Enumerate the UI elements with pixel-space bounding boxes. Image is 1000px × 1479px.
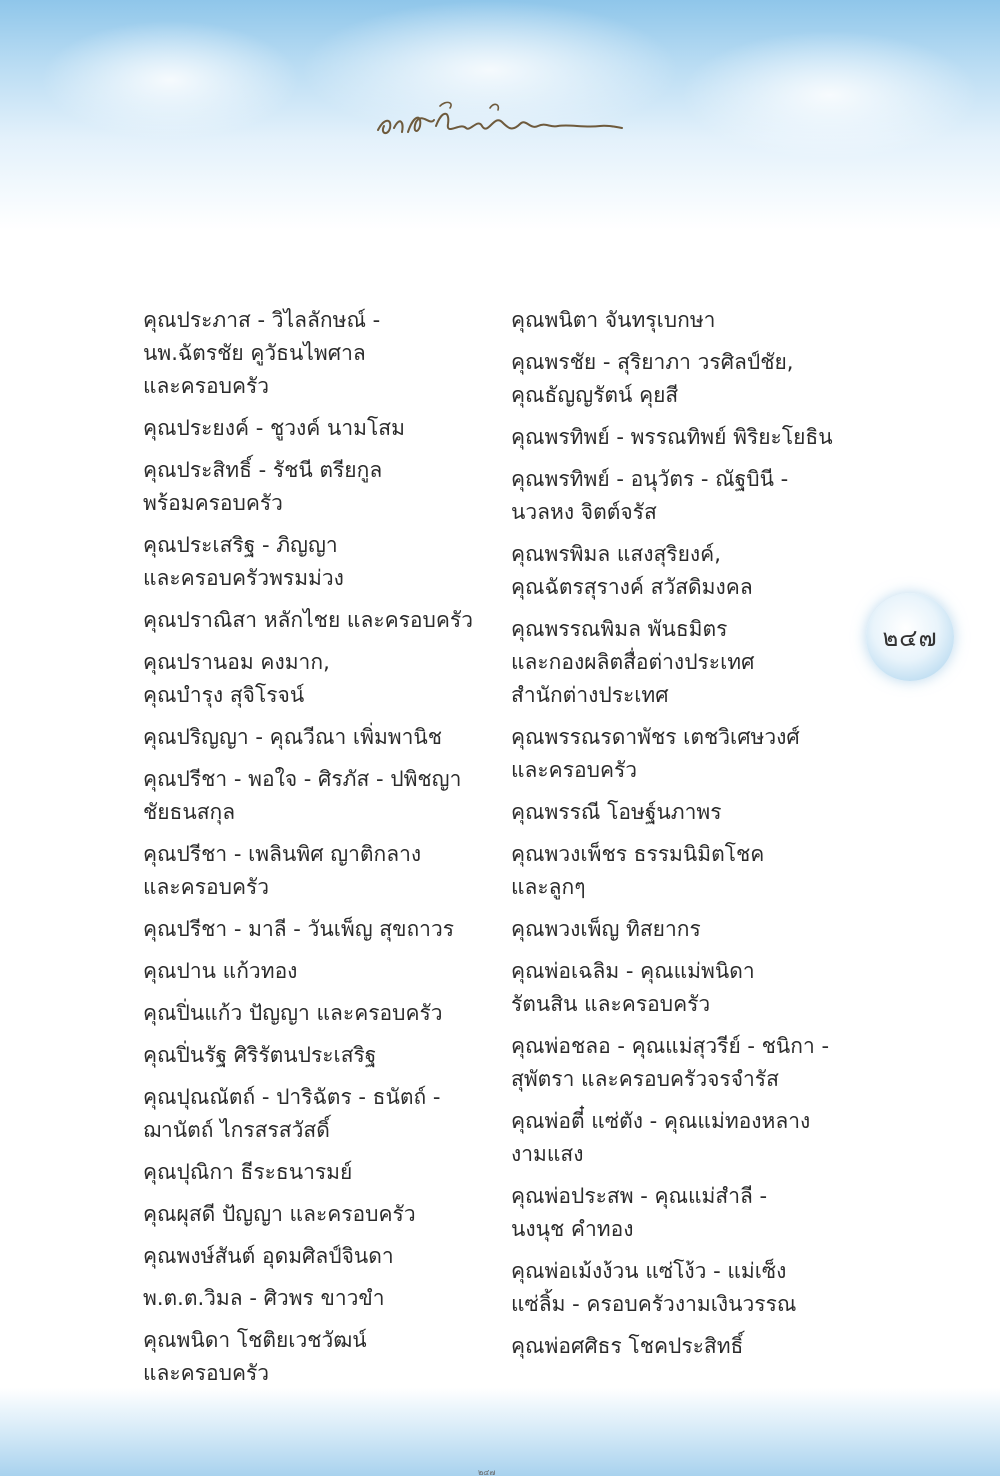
name-entry-line: พ.ต.ต.วิมล - ศิวพร ขาวขำ bbox=[143, 1286, 385, 1310]
name-entry-line: คุณพรพิมล แสงสุริยงค์, bbox=[511, 542, 721, 566]
name-entry bbox=[143, 763, 503, 829]
name-entry-line: คุณธัญญรัตน์ คุยสี bbox=[511, 383, 679, 407]
name-entry bbox=[511, 838, 871, 904]
left-name-column bbox=[143, 304, 503, 1399]
name-entry-line: แซ่ลิ้ม - ครอบครัวงามเงินวรรณ bbox=[511, 1292, 797, 1316]
name-entry bbox=[143, 1081, 503, 1147]
name-entry-line: พร้อมครอบครัว bbox=[143, 491, 283, 515]
name-entry bbox=[511, 955, 871, 1021]
name-entry bbox=[143, 997, 503, 1030]
name-entry bbox=[143, 1039, 503, 1072]
name-entry-line: คุณพวงเพ็ญ ทิสยากร bbox=[511, 917, 701, 941]
name-entry-line: คุณพรทิพย์ - พรรณทิพย์ พิริยะโยธิน bbox=[511, 425, 833, 449]
name-entry-line: นพ.ฉัตรชัย คูวัธนไพศาล bbox=[143, 341, 366, 365]
name-entry-line: คุณพ่อเฉลิม - คุณแม่พนิดา bbox=[511, 959, 755, 983]
name-entry bbox=[511, 421, 871, 454]
name-entry-line: คุณปุณณัตถ์ - ปาริฉัตร - ธนัตถ์ - bbox=[143, 1085, 441, 1109]
name-entry bbox=[143, 1282, 503, 1315]
cloud-decoration bbox=[40, 20, 300, 140]
name-entry-line: และครอบครัว bbox=[511, 758, 638, 782]
name-entry bbox=[143, 838, 503, 904]
name-entry-line: คุณประยงค์ - ชูวงค์ นามโสม bbox=[143, 416, 405, 440]
name-entry bbox=[511, 1105, 871, 1171]
name-entry bbox=[143, 721, 503, 754]
name-entry-line: คุณปริญญา - คุณวีณา เพิ่มพานิช bbox=[143, 725, 443, 749]
name-entry-line: คุณปราณิสา หลักไชย และครอบครัว bbox=[143, 608, 473, 632]
name-entry bbox=[143, 913, 503, 946]
name-entry bbox=[511, 538, 871, 604]
name-entry-line: คุณพรทิพย์ - อนุวัตร - ณัฐบินี - bbox=[511, 467, 789, 491]
name-entry-line: คุณพนิดา โชติยเวชวัฒน์ bbox=[143, 1328, 367, 1352]
royal-signature-image bbox=[370, 92, 630, 152]
name-entry bbox=[143, 304, 503, 403]
name-entry-line: และครอบครัว bbox=[143, 875, 270, 899]
name-entry-line: คุณปรีชา - เพลินพิศ ญาติกลาง bbox=[143, 842, 422, 866]
name-entry-line: คุณประเสริฐ - ภิญญา bbox=[143, 533, 338, 557]
name-entry-line: และครอบครัวพรมม่วง bbox=[143, 566, 344, 590]
name-entry-line: นวลหง จิตต์จรัส bbox=[511, 500, 657, 524]
name-entry-line: คุณประภาส - วิไลลักษณ์ - bbox=[143, 308, 381, 332]
name-entry bbox=[143, 1240, 503, 1273]
name-entry bbox=[143, 955, 503, 988]
name-entry-line: คุณปิ่นรัฐ ศิริรัตนประเสริฐ bbox=[143, 1043, 377, 1067]
name-entry-line: คุณพรรณี โอษฐ์นภาพร bbox=[511, 800, 722, 824]
name-entry bbox=[143, 604, 503, 637]
name-entry bbox=[143, 1156, 503, 1189]
name-entry-line: สุพัตรา และครอบครัวจรจำรัส bbox=[511, 1067, 779, 1091]
name-entry-line: คุณปรานอม คงมาก, bbox=[143, 650, 330, 674]
name-entry-line: คุณพ่อชลอ - คุณแม่สุวรีย์ - ชนิกา - bbox=[511, 1034, 830, 1058]
name-entry bbox=[143, 529, 503, 595]
name-entry-line: คุณปิ่นแก้ว ปัญญา และครอบครัว bbox=[143, 1001, 443, 1025]
name-entry bbox=[511, 913, 871, 946]
name-entry-line: คุณพรรณรดาพัชร เตชวิเศษวงศ์ bbox=[511, 725, 800, 749]
name-entry-line: สำนักต่างประเทศ bbox=[511, 683, 669, 707]
name-entry-line: คุณฉัตรสุรางค์ สวัสดิมงคล bbox=[511, 575, 753, 599]
name-entry bbox=[143, 412, 503, 445]
name-entry-line: งามแสง bbox=[511, 1142, 584, 1166]
name-entry-line: และครอบครัว bbox=[143, 1361, 270, 1385]
name-entry bbox=[511, 1180, 871, 1246]
name-entry bbox=[511, 346, 871, 412]
name-entry-line: คุณปรีชา - พอใจ - ศิรภัส - ปพิชญา bbox=[143, 767, 462, 791]
name-entry-line: คุณปาน แก้วทอง bbox=[143, 959, 298, 983]
page-number: ๒๔๗ bbox=[882, 623, 938, 652]
name-entry bbox=[143, 1324, 503, 1390]
name-entry-line: นงนุช คำทอง bbox=[511, 1217, 634, 1241]
footer-page-number: ๒๔๗ bbox=[478, 1468, 496, 1477]
name-entry bbox=[511, 721, 871, 787]
name-entry bbox=[511, 1255, 871, 1321]
name-entry-line: คุณบำรุง สุจิโรจน์ bbox=[143, 683, 305, 707]
name-entry-line: คุณพ่อศศิธร โชคประสิทธิ์ bbox=[511, 1334, 744, 1358]
name-entry-line: คุณปุณิกา ธีระธนารมย์ bbox=[143, 1160, 353, 1184]
name-entry-line: ฌานัตถ์ ไกรสรสวัสดิ์ bbox=[143, 1118, 330, 1142]
name-entry-line: คุณพรชัย - สุริยาภา วรศิลป์ชัย, bbox=[511, 350, 794, 374]
right-name-column bbox=[511, 304, 871, 1372]
name-entry-line: รัตนสิน และครอบครัว bbox=[511, 992, 711, 1016]
name-entry bbox=[143, 646, 503, 712]
name-entry bbox=[143, 1198, 503, 1231]
footer-background bbox=[0, 1388, 1000, 1476]
name-entry-line: ชัยธนสกุล bbox=[143, 800, 236, 824]
name-entry-line: คุณพ่อตี๋ แซ่ตัง - คุณแม่ทองหลาง bbox=[511, 1109, 811, 1133]
name-entry-line: คุณพ่อเม้งง้วน แซ่โง้ว - แม่เซ็ง bbox=[511, 1259, 787, 1283]
name-entry-line: และกองผลิตสื่อต่างประเทศ bbox=[511, 650, 755, 674]
name-entry-line: คุณพนิตา จันทรุเบกษา bbox=[511, 308, 716, 332]
name-entry-line: และครอบครัว bbox=[143, 374, 270, 398]
name-entry bbox=[511, 613, 871, 712]
name-entry bbox=[511, 1030, 871, 1096]
name-entry-line: คุณพรรณพิมล พันธมิตร bbox=[511, 617, 728, 641]
name-entry-line: คุณผุสดี ปัญญา และครอบครัว bbox=[143, 1202, 416, 1226]
name-entry-line: คุณปรีชา - มาลี - วันเพ็ญ สุขถาวร bbox=[143, 917, 455, 941]
name-entry bbox=[511, 796, 871, 829]
name-entry-line: และลูกๆ bbox=[511, 875, 586, 899]
name-entry-line: คุณพงษ์สันต์ อุดมศิลป์จินดา bbox=[143, 1244, 394, 1268]
name-entry-line: คุณประสิทธิ์ - รัชนี ตรียกูล bbox=[143, 458, 383, 482]
name-entry bbox=[143, 454, 503, 520]
page-number-badge bbox=[866, 593, 954, 681]
cloud-decoration bbox=[680, 30, 980, 160]
name-entry-line: คุณพ่อประสพ - คุณแม่สำลี - bbox=[511, 1184, 768, 1208]
name-entry bbox=[511, 463, 871, 529]
name-entry-line: คุณพวงเพ็ชร ธรรมนิมิตโชค bbox=[511, 842, 765, 866]
name-entry bbox=[511, 304, 871, 337]
name-entry bbox=[511, 1330, 871, 1363]
